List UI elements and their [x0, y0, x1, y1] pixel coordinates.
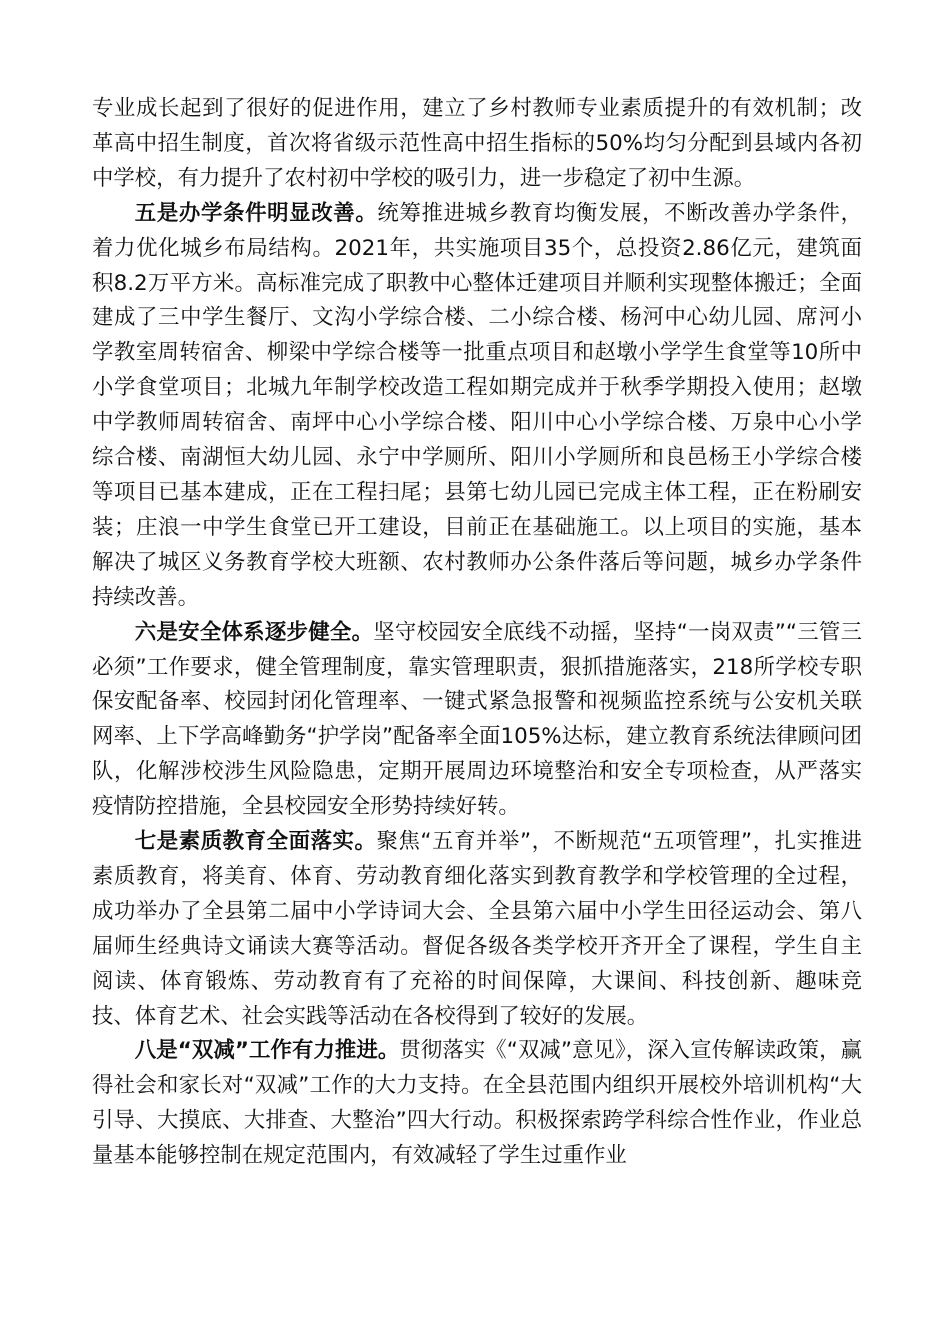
paragraph-double-reduction: [92, 1034, 862, 1174]
paragraph-text: 贯彻落实《“双减”意见》，深入宣传解读政策，赢得社会和家长对“双减”工作的大力支持。在全县范围内组织开展校外培训机构“大引导、大摸底、大排查、大整治”四大行动。积极探索跨学科综合性作业，作业总量基本能够控制在规定范围内，有效减轻了学生过重作业: [92, 1038, 862, 1169]
paragraph-heading: 五是办学条件明显改善。: [134, 200, 378, 226]
paragraph-heading: 六是安全体系逐步健全。: [134, 619, 374, 645]
paragraph-heading: 八是“双减”工作有力推进。: [134, 1038, 400, 1064]
paragraph-quality-education: [92, 825, 862, 1034]
paragraph-heading: 七是素质教育全面落实。: [134, 829, 377, 855]
paragraph-safety-system: [92, 616, 862, 825]
document-page: [92, 92, 862, 1174]
paragraph-text: 坚守校园安全底线不动摇，坚持“一岗双责”“三管三必须”工作要求，健全管理制度，靠实管理职责，狠抓措施落实，218所学校专职保安配备率、校园封闭化管理率、一键式紧急报警和视频监控系统与公安机关联网率、上下学高峰勤务“护学岗”配备率全面105%达标，建立教育系统法律顾问团队，化解涉校涉生风险隐患，定期开展周边环境整治和安全专项检查，从严落实疫情防控措施，全县校园安全形势持续好转。: [92, 619, 862, 820]
paragraph-text: 专业成长起到了很好的促进作用，建立了乡村教师专业素质提升的有效机制；改革高中招生制度，首次将省级示范性高中招生指标的50%均匀分配到县域内各初中学校，有力提升了农村初中学校的吸引力，进一步稳定了初中生源。: [92, 96, 862, 191]
paragraph-text: 聚焦“五育并举”，不断规范“五项管理”，扎实推进素质教育，将美育、体育、劳动教育细化落实到教育教学和学校管理的全过程，成功举办了全县第二届中小学诗词大会、全县第六届中小学生田径运动会、第八届师生经典诗文诵读大赛等活动。督促各级各类学校开齐开全了课程，学生自主阅读、体育锻炼、劳动教育有了充裕的时间保障，大课间、科技创新、趣味竞技、体育艺术、社会实践等活动在各校得到了较好的发展。: [92, 829, 862, 1029]
paragraph-school-conditions: [92, 197, 862, 616]
paragraph-text: 统筹推进城乡教育均衡发展，不断改善办学条件，着力优化城乡布局结构。2021年，共实施项目35个，总投资2.86亿元，建筑面积8.2万平方米。高标准完成了职教中心整体迁建项目并顺利实现整体搬迁；全面建成了三中学生餐厅、文沟小学综合楼、二小综合楼、杨河中心幼儿园、席河小学教室周转宿舍、柳梁中学综合楼等一批重点项目和赵墩小学学生食堂等10所中小学食堂项目；北城九年制学校改造工程如期完成并于秋季学期投入使用；赵墩中学教师周转宿舍、南坪中心小学综合楼、阳川中心小学综合楼、万泉中心小学综合楼、南湖恒大幼儿园、永宁中学厕所、阳川小学厕所和良邑杨王小学综合楼等项目已基本建成，正在工程扫尾；县第七幼儿园已完成主体工程，正在粉刷安装；庄浪一中学生食堂已开工建设，目前正在基础施工。以上项目的实施，基本解决了城区义务教育学校大班额、农村教师办公条件落后等问题，城乡办学条件持续改善。: [92, 200, 862, 610]
paragraph-continuation: [92, 92, 862, 197]
